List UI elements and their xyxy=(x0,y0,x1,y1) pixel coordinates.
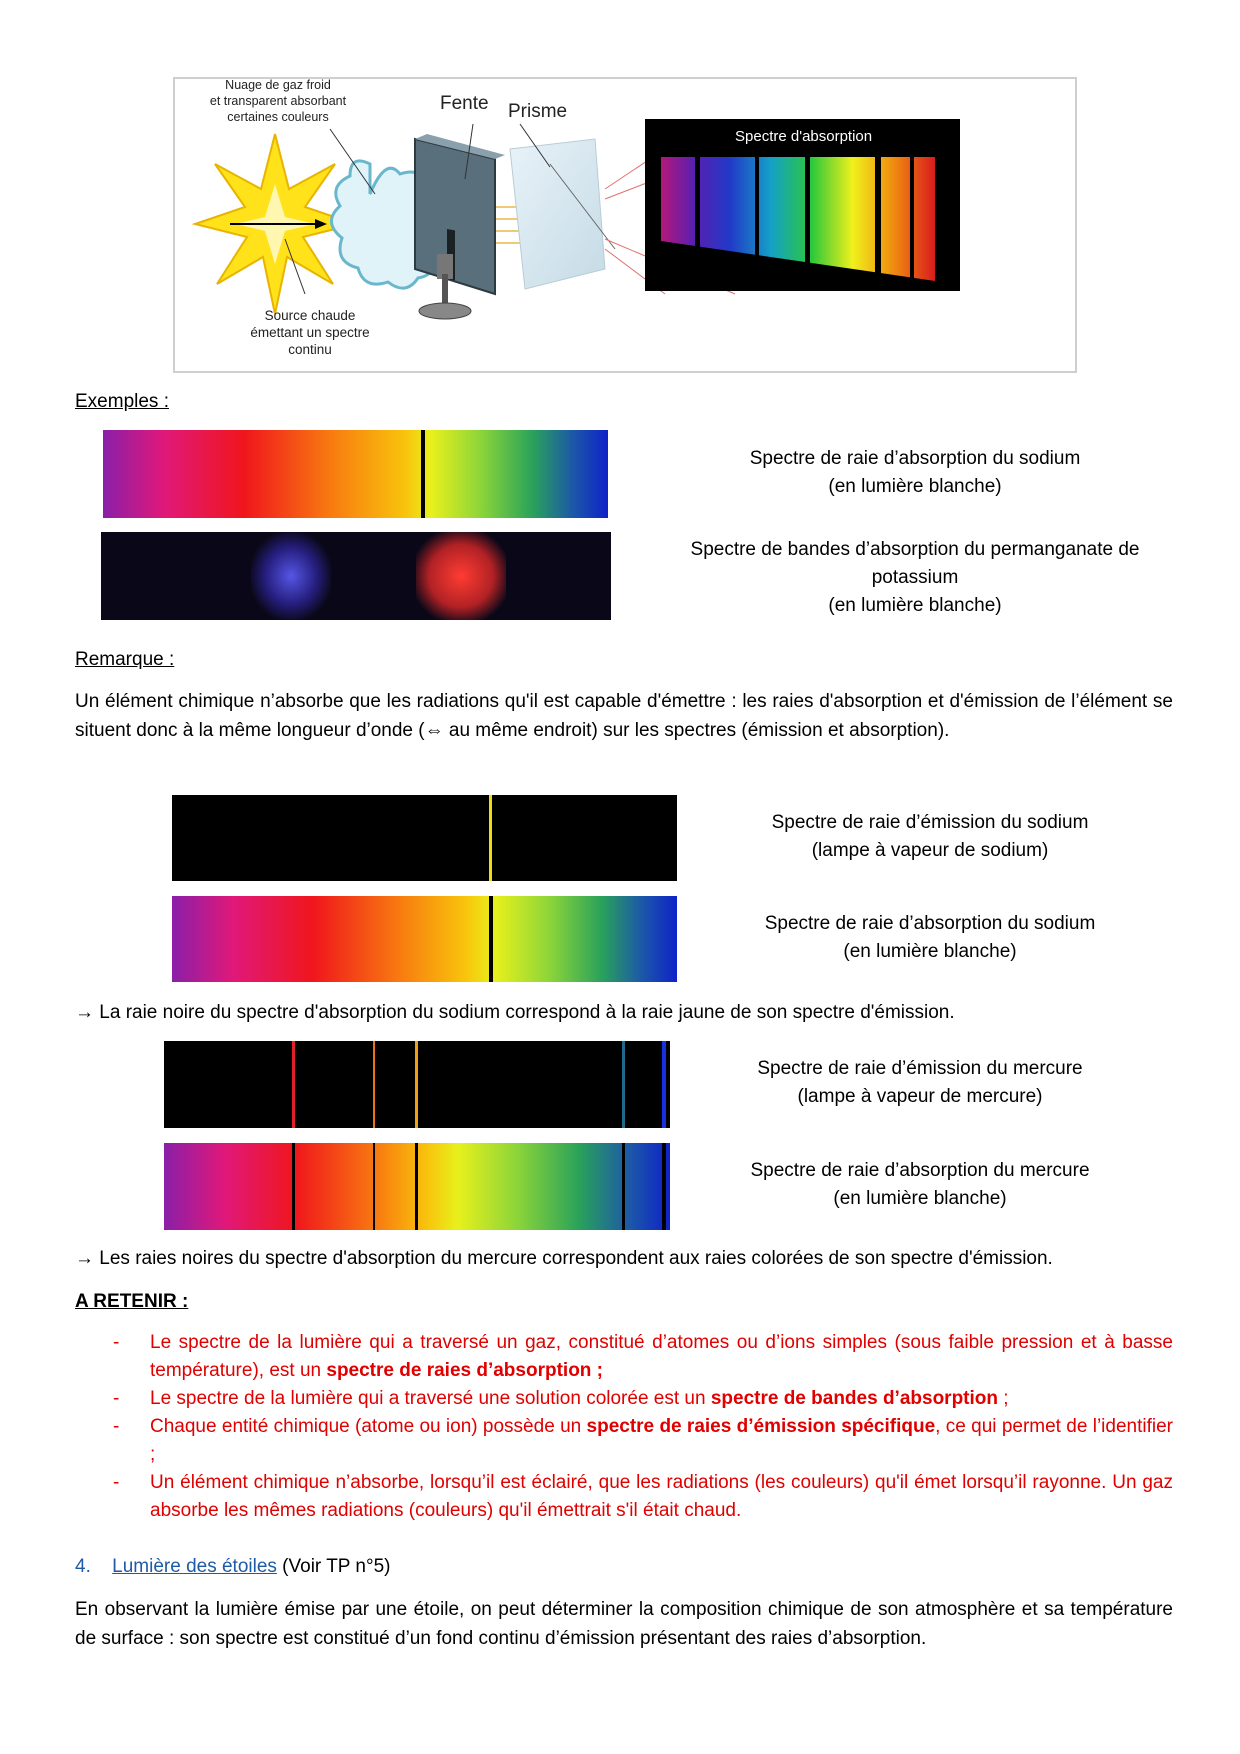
caption-line: Spectre de raie d’émission du mercure xyxy=(757,1058,1083,1079)
retain-item xyxy=(75,1385,1173,1413)
slit-label: Fente xyxy=(440,93,489,114)
absorption-band-blue xyxy=(251,532,331,620)
source-label-line: Source chaude xyxy=(264,308,356,323)
retain-item xyxy=(75,1469,1173,1525)
sodium-conclusion: → La raie noire du spectre d'absorption du sodium correspond à la raie jaune de son spectre d'émission. xyxy=(75,1002,955,1023)
caption-line: Spectre de raie d’émission du sodium xyxy=(771,812,1089,833)
caption-line: Spectre de raie d’absorption du sodium xyxy=(764,913,1096,934)
retain-item-text: Le spectre de la lumière qui a traversé une solution colorée est un xyxy=(150,1388,711,1409)
prism xyxy=(510,139,605,289)
retain-item-bold: spectre de bandes d’absorption xyxy=(710,1388,998,1409)
caption-line: Spectre de raie d’absorption du sodium xyxy=(749,448,1081,469)
absorption-line xyxy=(622,1143,625,1230)
caption-line: Spectre de raie d’absorption du mercure xyxy=(750,1160,1090,1181)
caption-line: (en lumière blanche) xyxy=(833,1188,1007,1209)
retain-item-post: ; xyxy=(998,1388,1009,1409)
retain-item-bold: spectre de raies d’absorption ; xyxy=(326,1360,604,1381)
emission-line-blue xyxy=(662,1041,666,1128)
caption-line: (lampe à vapeur de mercure) xyxy=(797,1086,1043,1107)
screen-title: Spectre d'absorption xyxy=(735,128,873,145)
caption-line: (en lumière blanche) xyxy=(828,595,1002,616)
absorption-line xyxy=(489,896,493,982)
retain-heading: A RETENIR : xyxy=(75,1291,189,1312)
section-4-text: En observant la lumière émise par une étoile, on peut déterminer la composition chimique de son atmosphère et sa température de surface : son spectre est constitué d’un fond continu d’émission présentant des raies d’absorption. xyxy=(75,1599,1173,1649)
section-suffix: (Voir TP n°5) xyxy=(276,1556,391,1577)
absorption-band-red xyxy=(416,532,506,620)
retain-item-text: Le spectre de la lumière qui a traversé un gaz, constitué d’atomes ou d’ions simples (sous faible pression et à basse température), est un xyxy=(150,1332,1173,1381)
absorption-setup-figure xyxy=(173,77,1077,373)
caption-line: (en lumière blanche) xyxy=(828,476,1002,497)
bullet-dash: - xyxy=(113,1388,120,1409)
example-caption-sodium xyxy=(650,445,1180,501)
source-label-line: continu xyxy=(288,342,332,357)
cloud-label-line: certaines couleurs xyxy=(227,110,329,124)
emission-line-orange xyxy=(373,1041,375,1128)
emission-line-red xyxy=(292,1041,295,1128)
retain-list xyxy=(75,1329,1173,1525)
caption-line: Spectre de bandes d’absorption du permanganate de xyxy=(690,539,1140,560)
caption-line: (lampe à vapeur de sodium) xyxy=(811,840,1049,861)
sodium-absorption-caption xyxy=(700,910,1160,966)
mercury-conclusion: → Les raies noires du spectre d'absorption du mercure correspondent aux raies colorées de son spectre d'émission. xyxy=(75,1248,1053,1269)
bullet-dash: - xyxy=(113,1332,120,1353)
mercury-absorption-caption xyxy=(690,1157,1150,1213)
mercury-absorption-spectrum xyxy=(164,1143,670,1230)
section-4-heading xyxy=(75,1553,390,1581)
cloud-label-line: Nuage de gaz froid xyxy=(225,78,331,92)
source-label xyxy=(235,307,385,358)
absorption-line xyxy=(415,1143,418,1230)
emission-line-yellow xyxy=(415,1041,418,1128)
permanganate-absorption-spectrum xyxy=(101,532,611,620)
section-number: 4. xyxy=(75,1556,91,1577)
mercury-emission-spectrum xyxy=(164,1041,670,1128)
cloud-label xyxy=(193,77,363,125)
cloud-label-line: et transparent absorbant xyxy=(209,94,347,108)
retain-item xyxy=(75,1413,1173,1469)
bullet-dash: - xyxy=(113,1472,120,1493)
emission-line-cyan xyxy=(622,1041,625,1128)
absorption-line xyxy=(662,1143,666,1230)
bullet-dash: - xyxy=(113,1416,120,1437)
retain-item-text: Un élément chimique n’absorbe, lorsqu’il est éclairé, que les radiations (les couleurs) qu'il émet lorsqu’il rayonne. Un gaz absorbe les mêmes radiations (couleurs) qu'il émettrait s'il était chaud. xyxy=(150,1472,1173,1521)
retain-item xyxy=(75,1329,1173,1385)
absorption-line xyxy=(421,430,425,518)
sodium-absorption-spectrum xyxy=(172,896,677,982)
examples-heading: Exemples : xyxy=(75,391,169,412)
source-label-line: émettant un spectre xyxy=(250,325,370,340)
absorption-line xyxy=(292,1143,295,1230)
caption-line: (en lumière blanche) xyxy=(843,941,1017,962)
section-title-link[interactable]: Lumière des étoiles xyxy=(112,1556,277,1577)
sodium-absorption-spectrum-example xyxy=(103,430,608,518)
retain-item-post: , ce qui permet de l’identifier ; xyxy=(150,1416,1173,1465)
sodium-emission-caption xyxy=(700,809,1160,865)
retain-item-text: Chaque entité chimique (atome ou ion) possède un xyxy=(150,1416,587,1437)
caption-line: potassium xyxy=(871,567,959,588)
remark-text: Un élément chimique n’absorbe que les radiations qu'il est capable d'émettre : les raies d'absorption et d'émission de l’élément se situent donc à la même longueur d’onde (⇔ au même endroit) sur les spectres (émission et absorption). xyxy=(75,691,1173,741)
sodium-emission-spectrum xyxy=(172,795,677,881)
mercury-emission-caption xyxy=(690,1055,1150,1111)
remark-heading: Remarque : xyxy=(75,649,175,670)
absorption-line xyxy=(373,1143,375,1230)
example-caption-permanganate xyxy=(650,536,1180,620)
emission-line xyxy=(489,795,492,881)
retain-item-bold: spectre de raies d’émission spécifique xyxy=(586,1416,936,1437)
prism-label: Prisme xyxy=(508,101,568,122)
